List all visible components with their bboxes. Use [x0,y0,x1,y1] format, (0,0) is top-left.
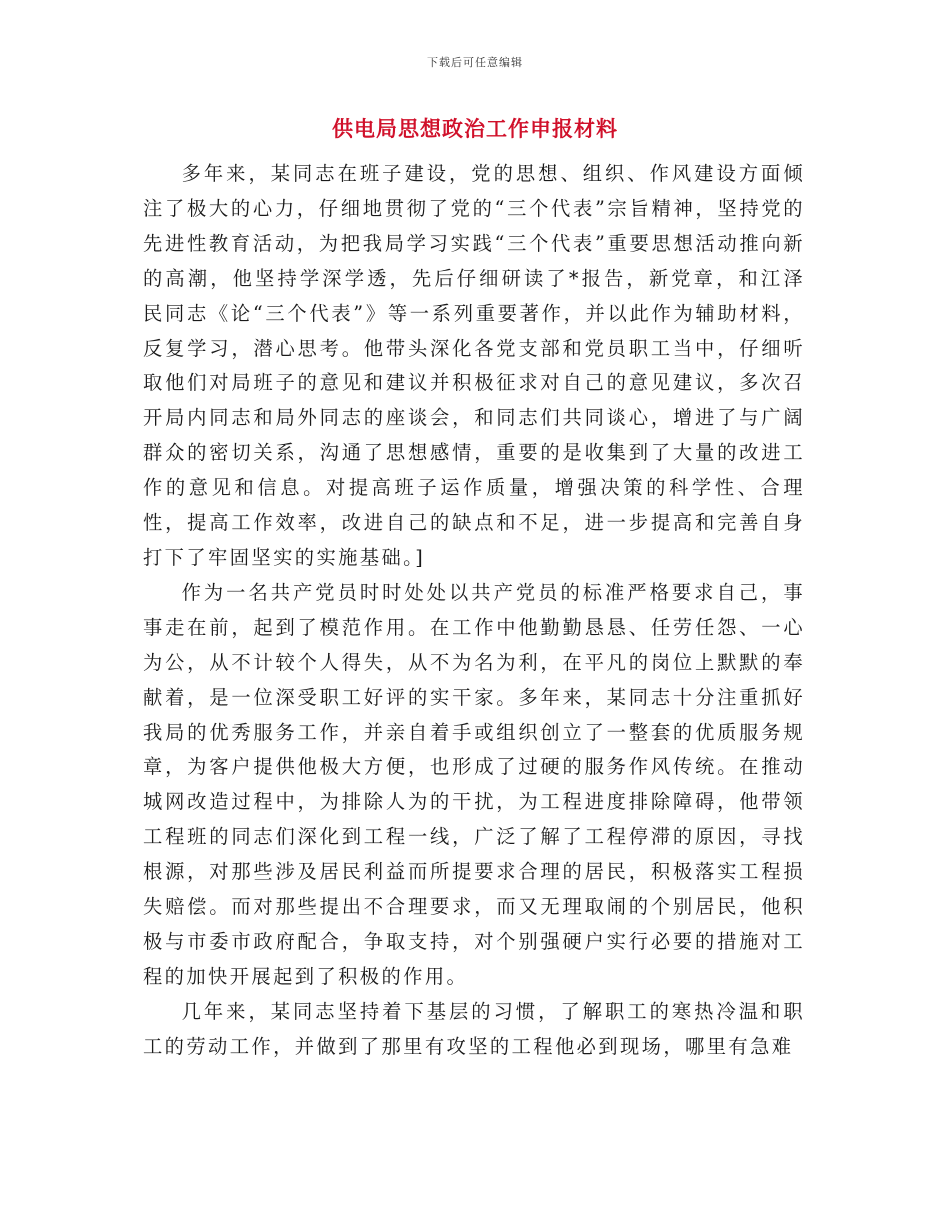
paragraph-2: 作为一名共产党员时时处处以共产党员的标准严格要求自己，事事走在前，起到了模范作用。在工作中他勤勤恳恳、任劳任怨、一心为公，从不计较个人得失，从不为名为利，在平凡的岗位上默默的奉献着，是一位深受职工好评的实干家。多年来，某同志十分注重抓好我局的优秀服务工作，并亲自着手或组织创立了一整套的优质服务规章，为客户提供他极大方便，也形成了过硬的服务作风传统。在推动城网改造过程中，为排除人为的干扰，为工程进度排除障碍，他带领工程班的同志们深化到工程一线，广泛了解了工程停滞的原因，寻找根源，对那些涉及居民利益而所提要求合理的居民，积极落实工程损失赔偿。而对那些提出不合理要求，而又无理取闹的个别居民，他积极与市委市政府配合，争取支持，对个别强硬户实行必要的措施对工程的加快开展起到了积极的作用。 [143,580,805,988]
header-note: 下载后可任意编辑 [427,56,523,69]
document-body [143,157,805,1065]
paragraph-1: 多年来，某同志在班子建设，党的思想、组织、作风建设方面倾注了极大的心力，仔细地贯彻了党的“三个代表”宗旨精神，坚持党的先进性教育活动，为把我局学习实践“三个代表”重要思想活动推向新的高潮，他坚持学深学透，先后仔细研读了*报告，新党章，和江泽民同志《论“三个代表”》等一系列重要著作，并以此作为辅助材料，反复学习，潜心思考。他带头深化各党支部和党员职工当中，仔细听取他们对局班子的意见和建议并积极征求对自己的意见建议，多次召开局内同志和局外同志的座谈会，和同志们共同谈心，增进了与广阔群众的密切关系，沟通了思想感情，重要的是收集到了大量的改进工作的意见和信息。对提高班子运作质量，增强决策的科学性、合理性，提高工作效率，改进自己的缺点和不足，进一步提高和完善自身打下了牢固坚实的实施基础。] [143,162,805,569]
paragraph-3: 几年来，某同志坚持着下基层的习惯，了解职工的寒热冷温和职工的劳动工作，并做到了那里有攻坚的工程他必到现场，哪里有急难 [143,999,805,1058]
document-title: 供电局思想政治工作申报材料 [332,116,618,141]
